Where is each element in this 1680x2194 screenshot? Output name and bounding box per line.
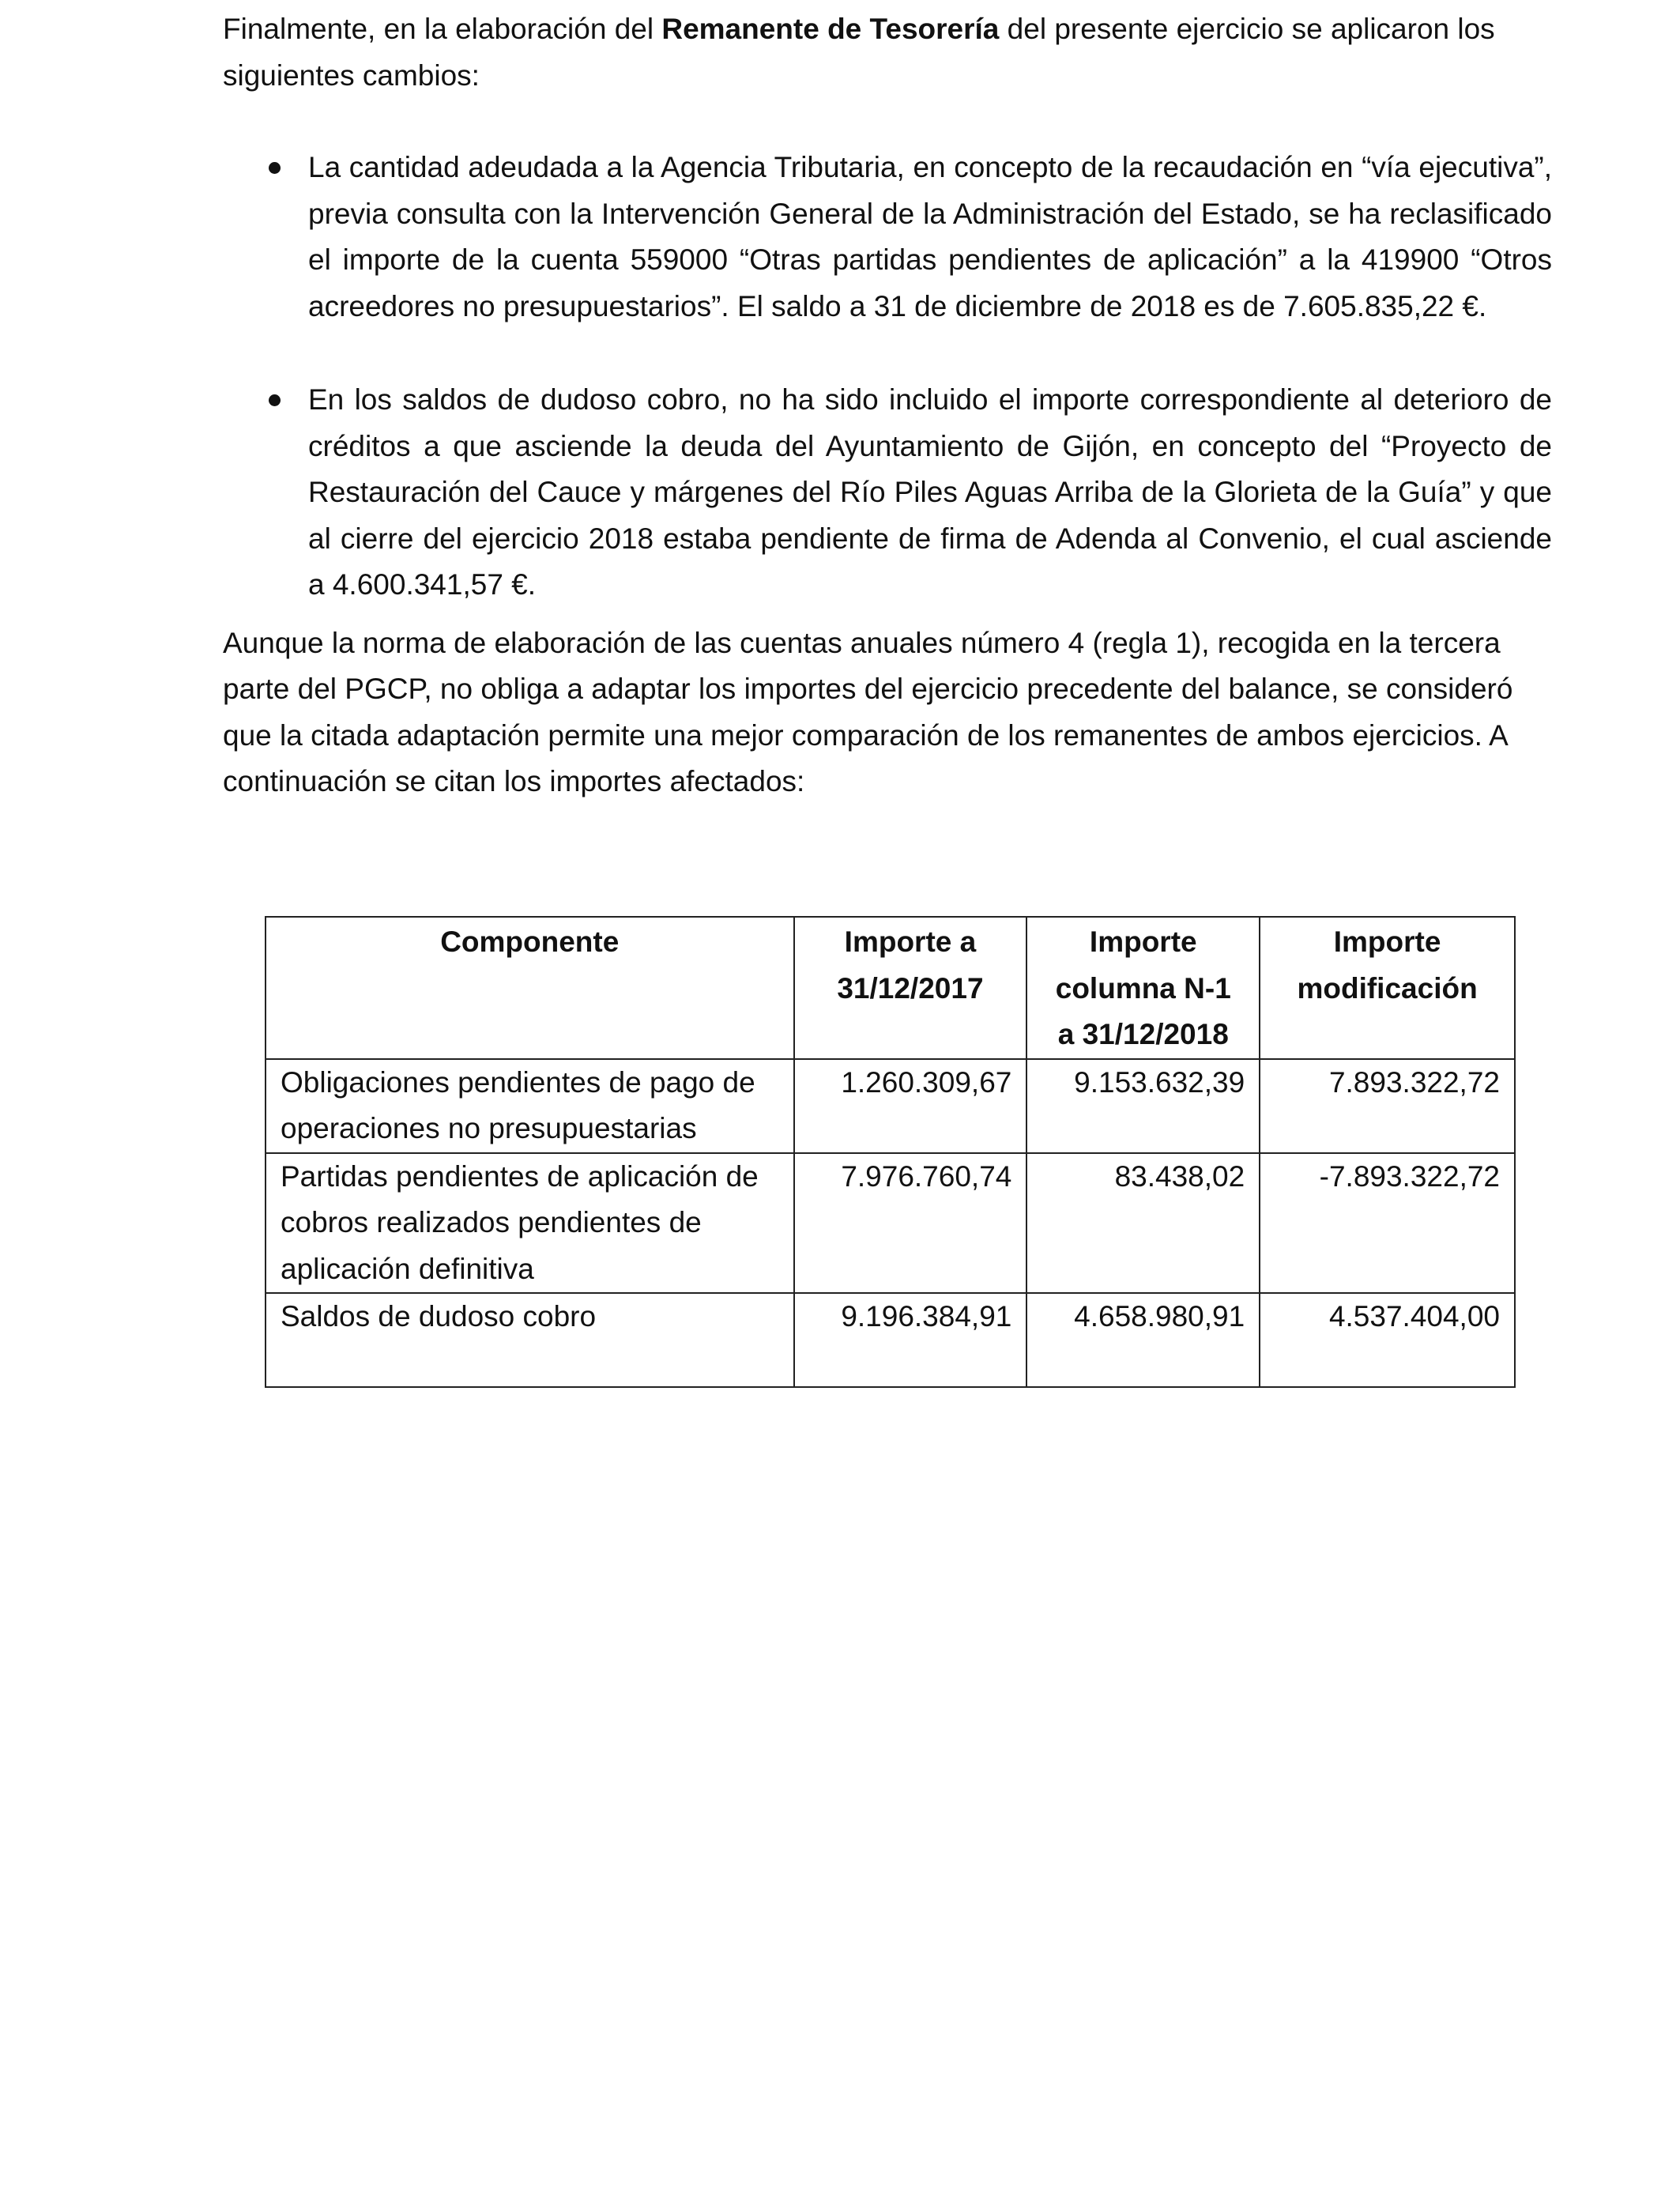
cell-componente: Obligaciones pendientes de pago de operaciones no presupuestarias	[266, 1059, 794, 1153]
cell-componente: Saldos de dudoso cobro	[266, 1293, 794, 1387]
header-importe-n1-2018: Importe columna N-1 a 31/12/2018	[1026, 917, 1260, 1059]
cell-importe-2017: 1.260.309,67	[794, 1059, 1027, 1153]
cell-importe-modificacion: 7.893.322,72	[1260, 1059, 1515, 1153]
intro-paragraph	[223, 6, 1552, 99]
intro-text-before: Finalmente, en la elaboración del	[223, 13, 662, 45]
bullet-icon	[269, 394, 281, 406]
header-importe-modificacion: Importe modificación	[1260, 917, 1515, 1059]
bullet-text: En los saldos de dudoso cobro, no ha sido incluido el importe correspondiente al deterioro de créditos a que asciende la deuda del Ayuntamiento de Gijón, en concepto del “Proyecto de Restauración del Cauce y márgenes del Río Piles Aguas Arriba de la Glorieta de la Guía” y que al cierre del ejercicio 2018 estaba pendiente de firma de Adenda al Convenio, el cual asciende a 4.600.341,57 €.	[308, 383, 1552, 601]
cell-importe-modificacion: 4.537.404,00	[1260, 1293, 1515, 1387]
closing-paragraph: Aunque la norma de elaboración de las cuentas anuales número 4 (regla 1), recogida en la tercera parte del PGCP, no obliga a adaptar los importes del ejercicio precedente del balance, se consideró que la citada adaptación permite una mejor comparación de los remanentes de ambos ejercicios. A continuación se citan los importes afectados:	[223, 626, 1513, 797]
table-header-row	[266, 917, 1515, 1059]
bullet-text: La cantidad adeudada a la Agencia Tributaria, en concepto de la recaudación en “vía ejecutiva”, previa consulta con la Intervención General de la Administración del Estado, se ha reclasificado el importe de la cuenta 559000 “Otras partidas pendientes de aplicación” a la 419900 “Otros acreedores no presupuestarios”. El saldo a 31 de diciembre de 2018 es de 7.605.835,22 €.	[308, 151, 1552, 322]
cell-importe-n1-2018: 83.438,02	[1026, 1153, 1260, 1294]
table-row	[266, 1153, 1515, 1294]
bullet-icon	[269, 162, 281, 174]
list-item	[223, 377, 1552, 609]
changes-list	[223, 145, 1552, 609]
cell-componente: Partidas pendientes de aplicación de cobros realizados pendientes de aplicación definitiva	[266, 1153, 794, 1294]
cell-importe-2017: 7.976.760,74	[794, 1153, 1027, 1294]
amounts-table	[265, 916, 1516, 1388]
cell-importe-modificacion: -7.893.322,72	[1260, 1153, 1515, 1294]
intro-text-after: del presente ejercicio se aplicaron los siguientes cambios:	[223, 13, 1495, 92]
document-page	[223, 6, 1552, 805]
table-row	[266, 1059, 1515, 1153]
cell-importe-n1-2018: 9.153.632,39	[1026, 1059, 1260, 1153]
cell-importe-2017: 9.196.384,91	[794, 1293, 1027, 1387]
header-componente: Componente	[266, 917, 794, 1059]
intro-bold-term: Remanente de Tesorería	[661, 13, 1000, 45]
table-row	[266, 1293, 1515, 1387]
cell-importe-n1-2018: 4.658.980,91	[1026, 1293, 1260, 1387]
header-importe-2017: Importe a 31/12/2017	[794, 917, 1027, 1059]
list-item	[223, 145, 1552, 330]
